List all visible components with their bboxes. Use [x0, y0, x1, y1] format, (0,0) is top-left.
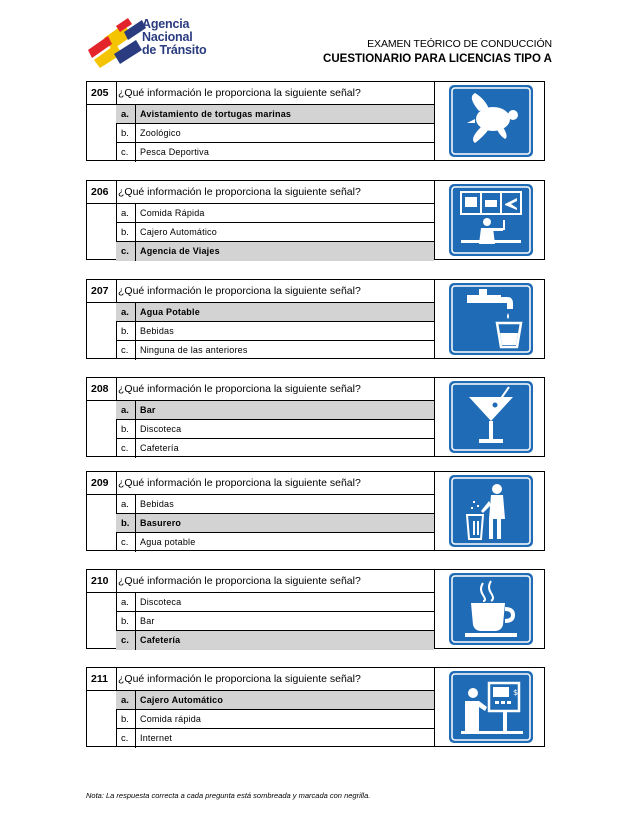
option-text: Cajero Automático: [140, 695, 224, 705]
divider: [434, 668, 435, 747]
answer-option[interactable]: [116, 495, 434, 514]
question-text: ¿Qué información le proporciona la siguiente señal?: [118, 186, 361, 198]
answer-option[interactable]: [116, 514, 434, 533]
answer-option[interactable]: [116, 593, 434, 612]
question-211: [86, 667, 545, 747]
option-text: Bar: [140, 405, 156, 415]
trash-bin-icon: [449, 475, 533, 547]
question-text: ¿Qué información le proporciona la siguiente señal?: [118, 477, 361, 489]
option-letter: c.: [116, 341, 136, 360]
option-text: Avistamiento de tortugas marinas: [140, 109, 292, 119]
atm-icon: [449, 671, 533, 743]
answer-option[interactable]: [116, 401, 434, 420]
answer-option[interactable]: [116, 729, 434, 748]
answer-option[interactable]: [116, 242, 434, 261]
question-text: ¿Qué información le proporciona la siguiente señal?: [118, 87, 361, 99]
option-letter: c.: [116, 729, 136, 748]
question-number: 210: [91, 575, 109, 587]
option-text: Cafetería: [140, 443, 179, 453]
org-name-line3: de Tránsito: [142, 43, 207, 57]
question-206: [86, 180, 545, 260]
option-text: Bebidas: [140, 499, 174, 509]
question-number: 206: [91, 186, 109, 198]
answer-option[interactable]: [116, 341, 434, 360]
water-tap-icon: [449, 283, 533, 355]
answer-option[interactable]: [116, 533, 434, 552]
question-207: [86, 279, 545, 359]
svg-text:$: $: [513, 688, 519, 697]
answer-option[interactable]: [116, 612, 434, 631]
question-number: 207: [91, 285, 109, 297]
cocktail-glass-icon: [449, 381, 533, 453]
answer-option[interactable]: [116, 631, 434, 650]
answer-option[interactable]: [116, 223, 434, 242]
questionnaire-title: CUESTIONARIO PARA LICENCIAS TIPO A: [323, 53, 552, 65]
footnote: Nota: La respuesta correcta a cada pregunta está sombreada y marcada con negrilla.: [86, 791, 371, 800]
answer-option[interactable]: [116, 303, 434, 322]
option-letter: b.: [116, 420, 136, 438]
option-text: Cajero Automático: [140, 227, 217, 237]
option-letter: b.: [116, 710, 136, 728]
option-text: Pesca Deportiva: [140, 147, 210, 157]
option-text: Basurero: [140, 518, 182, 528]
option-letter: c.: [116, 143, 136, 162]
answer-option[interactable]: [116, 322, 434, 341]
answer-option[interactable]: [116, 710, 434, 729]
option-text: Comida Rápida: [140, 208, 205, 218]
answer-option[interactable]: [116, 143, 434, 162]
ant-logo-icon: [88, 18, 146, 68]
travel-agency-icon: [449, 184, 533, 256]
question-209: [86, 471, 545, 551]
option-text: Internet: [140, 733, 173, 743]
option-text: Bar: [140, 616, 155, 626]
option-letter: a.: [116, 495, 136, 513]
answer-option[interactable]: [116, 439, 434, 458]
question-number: 208: [91, 383, 109, 395]
turtle-icon: [449, 85, 533, 157]
option-letter: a.: [116, 303, 136, 321]
option-text: Agua Potable: [140, 307, 200, 317]
option-text: Bebidas: [140, 326, 174, 336]
option-letter: c.: [116, 439, 136, 458]
option-text: Discoteca: [140, 597, 182, 607]
question-210: [86, 569, 545, 649]
question-text: ¿Qué información le proporciona la siguiente señal?: [118, 575, 361, 587]
option-letter: b.: [116, 612, 136, 630]
option-letter: c.: [116, 242, 136, 261]
answer-option[interactable]: [116, 105, 434, 124]
option-letter: c.: [116, 631, 136, 650]
question-number: 209: [91, 477, 109, 489]
divider: [434, 280, 435, 359]
divider: [434, 181, 435, 260]
option-letter: a.: [116, 593, 136, 611]
answer-option[interactable]: [116, 691, 434, 710]
question-text: ¿Qué información le proporciona la siguiente señal?: [118, 285, 361, 297]
option-letter: a.: [116, 204, 136, 222]
option-text: Ninguna de las anteriores: [140, 345, 248, 355]
answer-option[interactable]: [116, 204, 434, 223]
exam-title: EXAMEN TEÓRICO DE CONDUCCIÓN: [367, 38, 552, 50]
option-text: Comida rápida: [140, 714, 202, 724]
option-letter: b.: [116, 514, 136, 532]
option-text: Zoológico: [140, 128, 181, 138]
divider: [434, 378, 435, 457]
option-letter: c.: [116, 533, 136, 552]
org-name: [142, 18, 206, 57]
divider: [434, 472, 435, 551]
answer-option[interactable]: [116, 420, 434, 439]
option-letter: b.: [116, 223, 136, 241]
option-text: Agencia de Viajes: [140, 246, 220, 256]
divider: [434, 82, 435, 161]
answer-option[interactable]: [116, 124, 434, 143]
option-text: Discoteca: [140, 424, 182, 434]
org-name-line2: Nacional: [142, 30, 193, 44]
divider: [434, 570, 435, 649]
option-letter: a.: [116, 401, 136, 419]
question-text: ¿Qué información le proporciona la siguiente señal?: [118, 673, 361, 685]
question-205: [86, 81, 545, 161]
org-name-line1: Agencia: [142, 17, 190, 31]
question-208: [86, 377, 545, 457]
option-letter: b.: [116, 322, 136, 340]
option-text: Agua potable: [140, 537, 196, 547]
coffee-cup-icon: [449, 573, 533, 645]
option-letter: b.: [116, 124, 136, 142]
option-text: Cafetería: [140, 635, 181, 645]
question-text: ¿Qué información le proporciona la siguiente señal?: [118, 383, 361, 395]
question-number: 205: [91, 87, 109, 99]
question-number: 211: [91, 673, 108, 685]
option-letter: a.: [116, 691, 136, 709]
option-letter: a.: [116, 105, 136, 123]
